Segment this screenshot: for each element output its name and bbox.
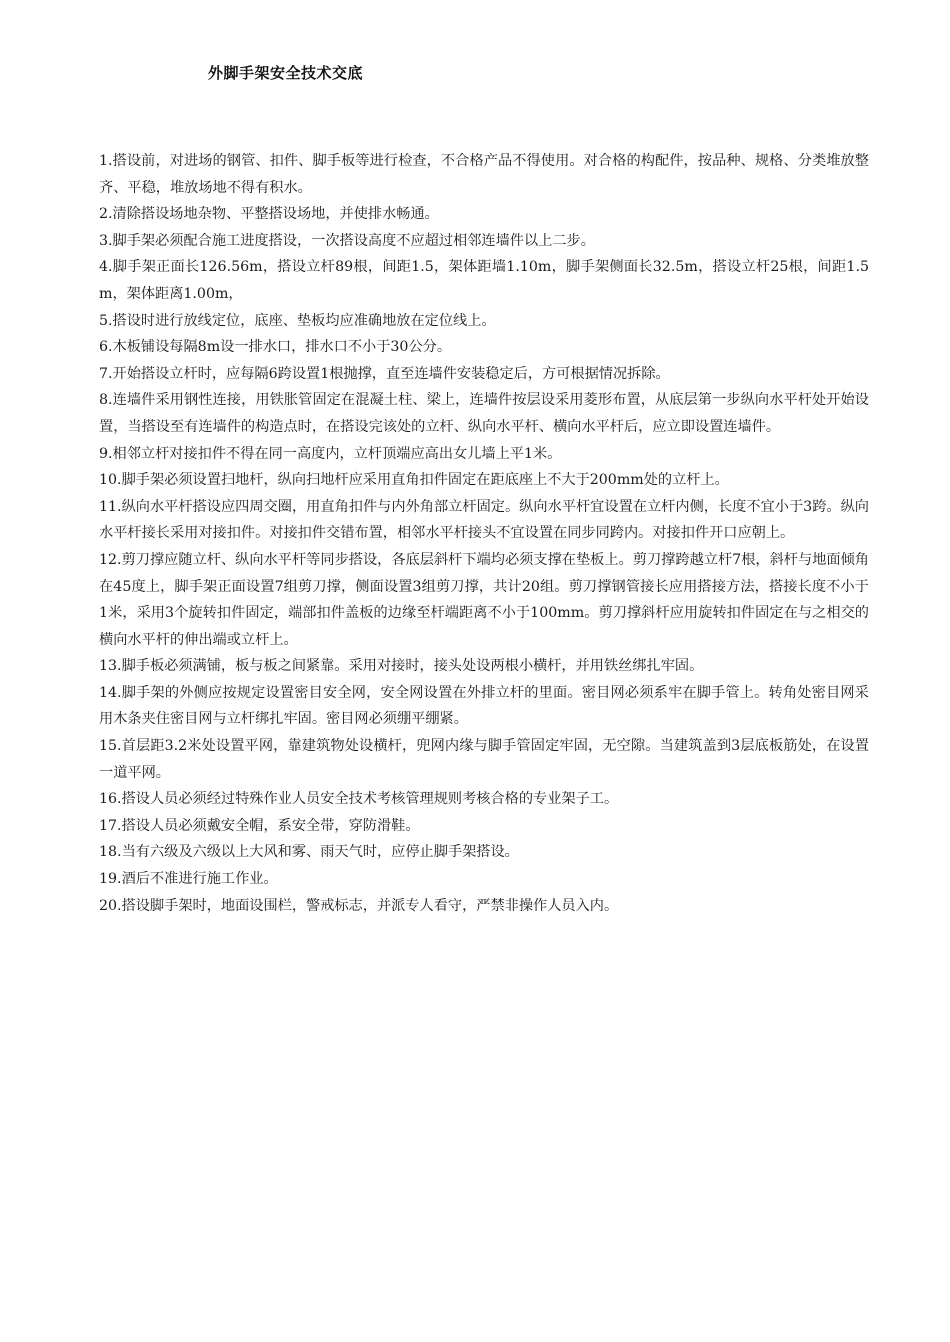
list-item: 11.纵向水平杆搭设应四周交圈，用直角扣件与内外角部立杆固定。纵向水平杆宜设置在立杆内侧，长度不宜小于3跨。纵向水平杆接长采用对接扣件。对接扣件交错布置，相邻水平杆接头不宜设置在同步同跨内。对接扣件开口应朝上。 xyxy=(99,498,869,542)
instruction-list xyxy=(99,148,869,919)
list-item: 10.脚手架必须设置扫地杆，纵向扫地杆应采用直角扣件固定在距底座上不大于200mm处的立杆上。 xyxy=(99,472,729,489)
list-item: 16.搭设人员必须经过特殊作业人员安全技术考核管理规则考核合格的专业架子工。 xyxy=(99,791,619,808)
list-item: 18.当有六级及六级以上大风和雾、雨天气时，应停止脚手架搭设。 xyxy=(99,844,519,861)
list-item: 13.脚手板必须满铺，板与板之间紧靠。采用对接时，接头处设两根小横杆，并用铁丝绑扎牢固。 xyxy=(99,658,704,675)
list-item: 9.相邻立杆对接扣件不得在同一高度内，立杆顶端应高出女儿墙上平1米。 xyxy=(99,445,562,462)
list-item: 2.清除搭设场地杂物、平整搭设场地，并使排水畅通。 xyxy=(99,206,439,223)
list-item: 5.搭设时进行放线定位，底座、垫板均应准确地放在定位线上。 xyxy=(99,312,496,329)
list-item: 6.木板铺设每隔8m设一排水口，排水口不小于30公分。 xyxy=(99,339,452,356)
list-item: 12.剪刀撑应随立杆、纵向水平杆等同步搭设，各底层斜杆下端均必须支撑在垫板上。剪刀撑跨越立杆7根，斜杆与地面倾角在45度上，脚手架正面设置7组剪刀撑，侧面设置3组剪刀撑，共计20组。剪刀撑钢管接长应用搭接方法，搭接长度不小于1米，采用3个旋转扣件固定，端部扣件盖板的边缘至杆端距离不小于100mm。剪刀撑斜杆应用旋转扣件固定在与之相交的横向水平杆的伸出端或立杆上。 xyxy=(99,551,869,648)
list-item: 7.开始搭设立杆时，应每隔6跨设置1根抛撑，直至连墙件安装稳定后，方可根据情况拆除。 xyxy=(99,365,670,382)
list-item: 17.搭设人员必须戴安全帽，系安全带，穿防滑鞋。 xyxy=(99,817,420,834)
list-item: 3.脚手架必须配合施工进度搭设，一次搭设高度不应超过相邻连墙件以上二步。 xyxy=(99,232,595,249)
list-item: 19.酒后不准进行施工作业。 xyxy=(99,871,278,888)
list-item: 1.搭设前，对进场的钢管、扣件、脚手板等进行检查，不合格产品不得使用。对合格的构配件，按品种、规格、分类堆放整齐、平稳，堆放场地不得有积水。 xyxy=(99,153,869,196)
document-title: 外脚手架安全技术交底 xyxy=(208,64,364,82)
list-item: 8.连墙件采用钢性连接，用铁胀管固定在混凝土柱、梁上，连墙件按层设采用菱形布置，从底层第一步纵向水平杆处开始设置，当搭设至有连墙件的构造点时，在搭设完该处的立杆、纵向水平杆、横向水平杆后，应立即设置连墙件。 xyxy=(99,392,869,435)
list-item: 15.首层距3.2米处设置平网，靠建筑物处设横杆，兜网内缘与脚手管固定牢固，无空隙。当建筑盖到3层底板筋处，在设置一道平网。 xyxy=(99,738,869,781)
list-item: 4.脚手架正面长126.56m，搭设立杆89根，间距1.5，架体距墙1.10m，脚手架侧面长32.5m，搭设立杆25根，间距1.5m，架体距离1.00m， xyxy=(99,259,869,302)
list-item: 20.搭设脚手架时，地面设围栏，警戒标志，并派专人看守，严禁非操作人员入内。 xyxy=(99,897,619,914)
list-item: 14.脚手架的外侧应按规定设置密目安全网，安全网设置在外排立杆的里面。密目网必须系牢在脚手管上。转角处密目网采用木条夹住密目网与立杆绑扎牢固。密目网必须绷平绷紧。 xyxy=(99,684,869,728)
